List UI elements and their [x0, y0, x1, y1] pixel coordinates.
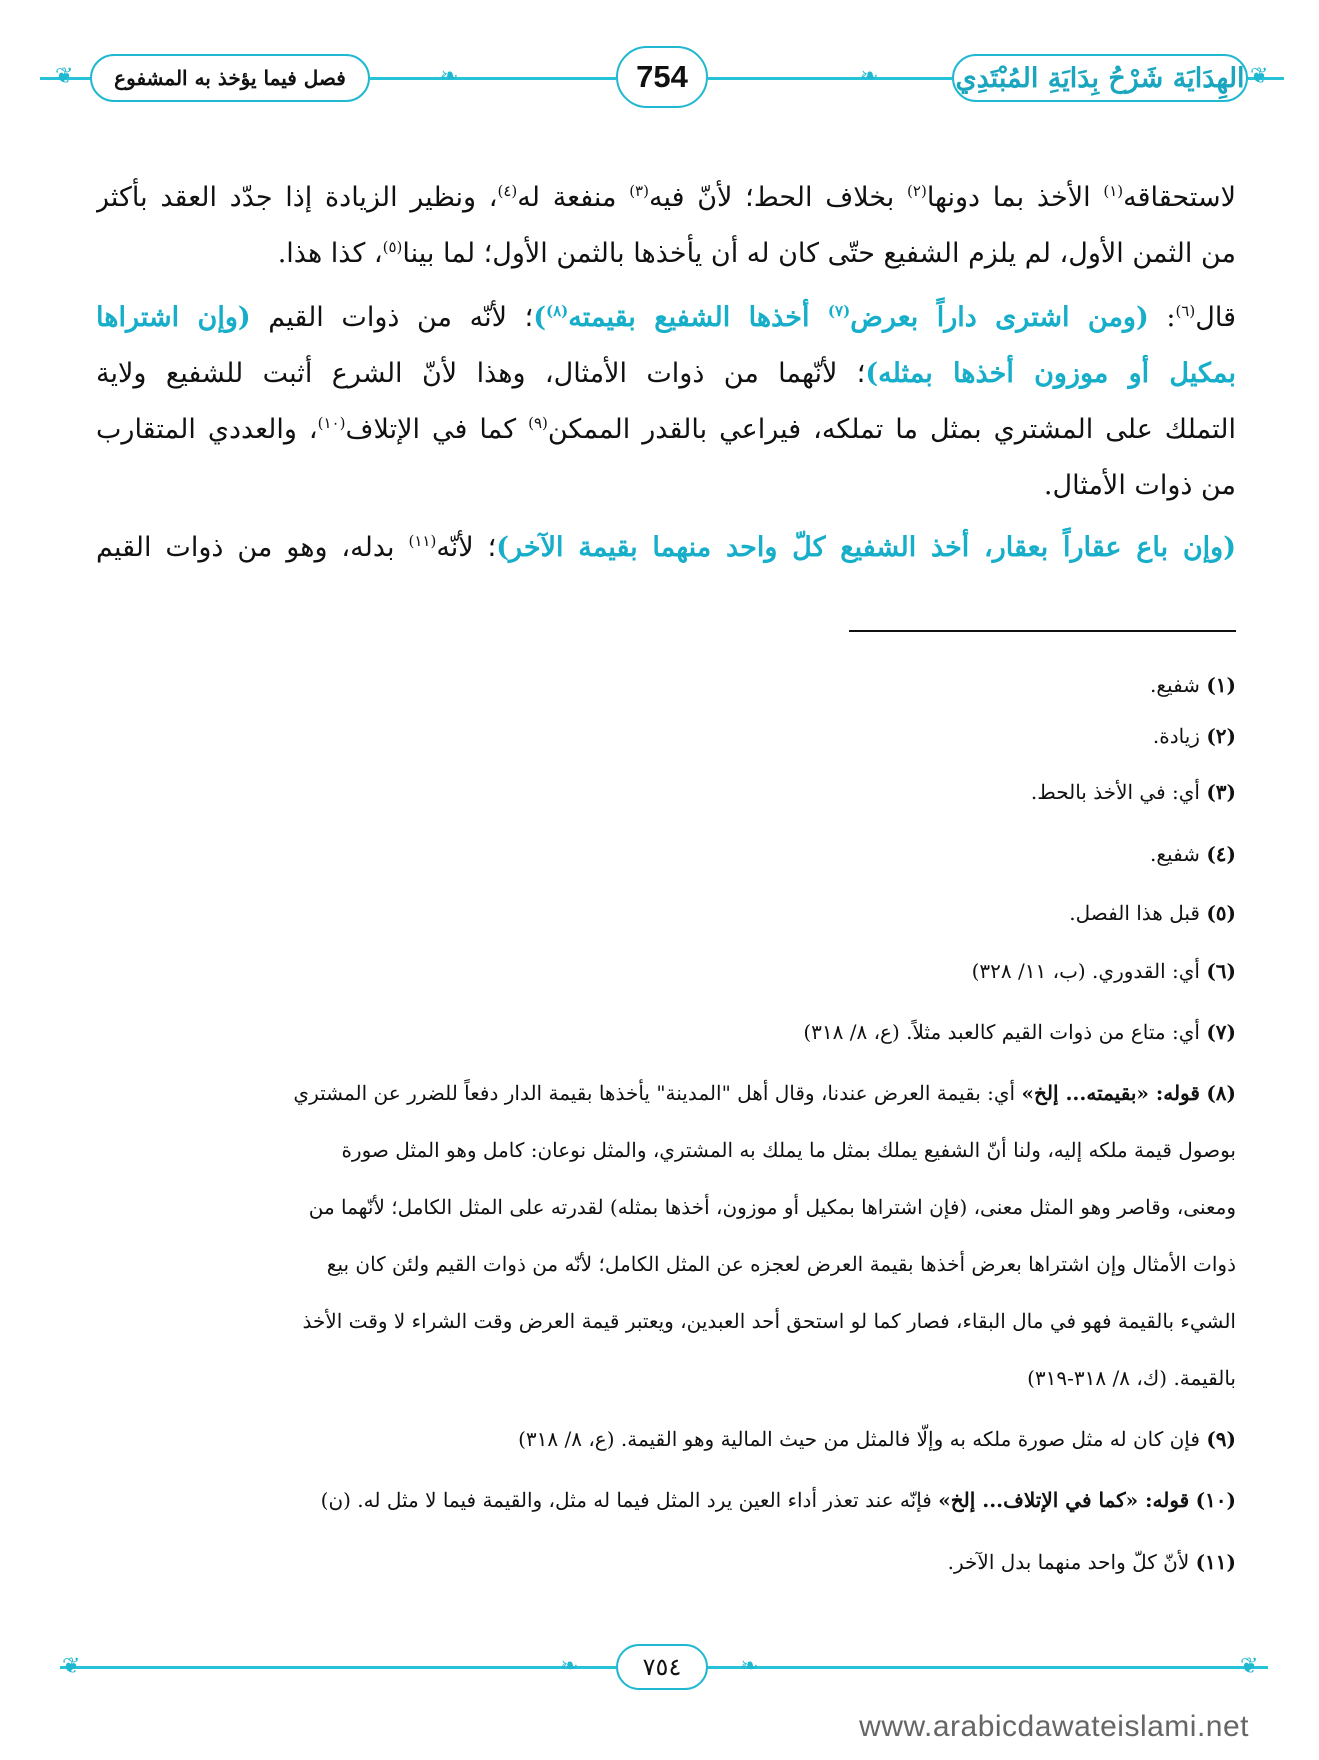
- ornament-icon: ❦: [62, 1654, 81, 1679]
- text-line-3: قال$^{(٦)}$: (ومن اشترى داراً بعرض$^{(٧)}$ أخذها الشفيع بقيمته$^{(٨)}$)؛ لأنّه من ذوات القيم (وإن اشتراها: [96, 302, 1236, 333]
- text-line-2: من الثمن الأول، لم يلزم الشفيع حتّى كان له أن يأخذها بالثمن الأول؛ لما بينا$^{(٥)}$، كذا هذا.: [277, 238, 1236, 269]
- footnote-8-line: الشيء بالقيمة فهو في مال البقاء، فصار كما لو استحق أحد العبدين، ويعتبر قيمة العرض وقت الشراء لا وقت الأخذ: [302, 1309, 1236, 1333]
- text-line-4: بمكيل أو موزون أخذها بمثله)؛ لأنّهما من ذوات الأمثال، وهذا لأنّ الشرع أثبت للشفيع ولاية: [96, 358, 1236, 389]
- footnote-11: (١١) لأنّ كلّ واحد منهما بدل الآخر.: [947, 1550, 1236, 1574]
- footnote-8-line: بالقيمة. (ك، ٨/ ٣١٨-٣١٩): [1027, 1366, 1236, 1390]
- footnote-9: (٩) فإن كان له مثل صورة ملكه به وإلّا فالمثل من حيث المالية وهو القيمة. (ع، ٨/ ٣١٨): [518, 1427, 1236, 1451]
- footnote-2: (٢) زيادة.: [1152, 724, 1236, 748]
- footnote-8-line: ومعنى، وقاصر وهو المثل معنى، (فإن اشتراها بمكيل أو موزون، أخذها بمثله) لقدرته على المثل الكامل؛ لأنّهما من: [308, 1195, 1236, 1219]
- page-number-top: 754: [616, 46, 708, 108]
- website-url[interactable]: www.arabicdawateislami.net: [859, 1710, 1249, 1743]
- ornament-icon: ❦: [55, 64, 74, 89]
- ornament-icon: ❦: [1240, 1654, 1259, 1679]
- section-title: فصل فيما يؤخذ به المشفوع: [90, 54, 370, 102]
- matn-highlight: (وإن اشتراها: [96, 302, 251, 333]
- matn-highlight: أخذها الشفيع بقيمته: [568, 302, 828, 333]
- footnote-5: (٥) قبل هذا الفصل.: [1069, 901, 1236, 925]
- footer-rule-right: [708, 1666, 1268, 1669]
- ornament-icon: ❧: [740, 1654, 759, 1679]
- text-line-5: التملك على المشتري بمثل ما تملكه، فيراعي بالقدر الممكن$^{(٩)}$ كما في الإتلاف$^{(١٠)}$، والعددي المتقارب: [96, 414, 1236, 445]
- book-title: الهِدَايَة شَرْحُ بِدَايَةِ المُبْتَدِي: [952, 54, 1248, 102]
- text-line-7: (وإن باع عقاراً بعقار، أخذ الشفيع كلّ واحد منهما بقيمة الآخر)؛ لأنّه$^{(١١)}$ بدله، وهو من ذوات القيم: [96, 532, 1236, 563]
- footnote-8: (٨) قوله: «بقيمته... إلخ» أي: بقيمة العرض عندنا، وقال أهل "المدينة" يأخذها بقيمة الدار دفعاً للضرر عن المشتري: [293, 1081, 1236, 1105]
- footnote-8-line: ذوات الأمثال وإن اشتراها بعرض أخذها بقيمة العرض لعجزه عن المثل الكامل؛ لأنّه من ذوات القيم ولئن كان بيع: [326, 1252, 1236, 1276]
- matn-highlight: (وإن باع عقاراً بعقار، أخذ الشفيع كلّ واحد منهما بقيمة الآخر): [496, 532, 1236, 563]
- footnote-8-line: بوصول قيمة ملكه إليه، ولنا أنّ الشفيع يملك بمثل ما يملك به المشتري، والمثل نوعان: كامل وهو المثل صورة: [341, 1138, 1236, 1162]
- matn-highlight: بمكيل أو موزون أخذها بمثله): [865, 358, 1236, 389]
- footnote-3: (٣) أي: في الأخذ بالحط.: [1030, 780, 1236, 804]
- footnote-4: (٤) شفيع.: [1150, 842, 1236, 866]
- matn-highlight: (ومن اشترى داراً بعرض: [850, 302, 1149, 333]
- footnote-1: (١) شفيع.: [1150, 673, 1236, 697]
- ornament-icon: ❧: [440, 64, 459, 89]
- footnote-separator: [849, 630, 1236, 632]
- header-rule-mid-left: [370, 77, 616, 80]
- footnote-7: (٧) أي: متاع من ذوات القيم كالعبد مثلاً. (ع، ٨/ ٣١٨): [803, 1020, 1236, 1044]
- page-number-bottom: ٧٥٤: [616, 1644, 708, 1690]
- footer-rule-left: [60, 1666, 616, 1669]
- footnote-10: (١٠) قوله: «كما في الإتلاف... إلخ» فإنّه عند تعذر أداء العين يرد المثل فيما له مثل، والقيمة فيما لا مثل له. (ن): [320, 1488, 1236, 1512]
- text-line-6: من ذوات الأمثال.: [1043, 470, 1236, 501]
- ornament-icon: ❦: [1250, 64, 1269, 89]
- header-rule-mid-right: [708, 77, 952, 80]
- text-line-1: لاستحقاقه$^{(١)}$ الأخذ بما دونها$^{(٢)}$ بخلاف الحط؛ لأنّ فيه$^{(٣)}$ منفعة له$^{(٤)}$، ونظير الزيادة إذا جدّد العقد بأكثر: [96, 182, 1236, 213]
- ornament-icon: ❧: [560, 1654, 579, 1679]
- ornament-icon: ❧: [860, 64, 879, 89]
- footnote-6: (٦) أي: القدوري. (ب، ١١/ ٣٢٨): [971, 959, 1236, 983]
